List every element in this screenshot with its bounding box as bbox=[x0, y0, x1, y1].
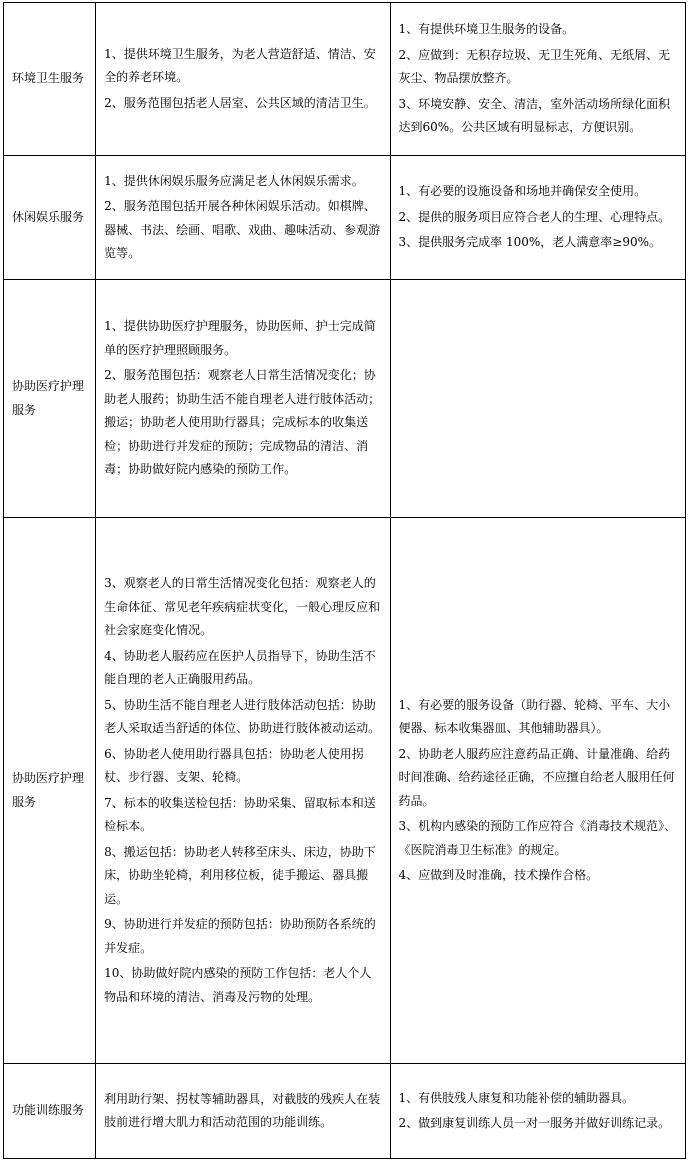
requirement-paragraph: 3、机构内感染的预防工作应符合《消毒技术规范》、《医院消毒卫生标准》的规定。 bbox=[398, 819, 677, 857]
requirement-paragraph: 1、有提供环境卫生服务的设备。 bbox=[398, 22, 575, 37]
table-row-function-training bbox=[4, 1064, 686, 1159]
service-requirement-cell bbox=[390, 280, 685, 518]
service-requirement-cell bbox=[390, 3, 685, 156]
service-requirement-cell bbox=[390, 518, 685, 1064]
content-paragraph: 4、协助老人服药应在医护人员指导下，协助生活不能自理的老人正确服用药品。 bbox=[104, 648, 376, 686]
service-name-cell bbox=[4, 3, 96, 156]
content-paragraph: 2、服务范围包括：观察老人日常生活情况变化；协助老人服药；协助生活不能自理老人进行肢体活动；搬运；协助老人使用助行器具；完成标本的收集送检；协助进行并发症的预防；完成物品的清洁、消毒；协助做好院内感染的预防工作。 bbox=[104, 368, 381, 477]
service-standards-table bbox=[3, 2, 686, 1159]
content-paragraph: 7、标本的收集送检包括：协助采集、留取标本和送检标本。 bbox=[104, 795, 376, 833]
service-name-cell bbox=[4, 280, 96, 518]
requirement-paragraph: 2、提供的服务项目应符合老人的生理、心理特点。 bbox=[398, 209, 671, 224]
content-paragraph: 2、服务范围包括开展各种休闲娱乐活动。如棋牌、器械、书法、绘画、唱歌、戏曲、趣味活动、参观游览等。 bbox=[104, 199, 381, 260]
table-row-leisure bbox=[4, 156, 686, 280]
service-name-cell bbox=[4, 518, 96, 1064]
service-requirement-cell bbox=[390, 156, 685, 280]
content-paragraph: 6、协助老人使用助行器具包括：协助老人使用拐杖、步行器、支架、轮椅。 bbox=[104, 746, 364, 784]
service-name: 功能训练服务 bbox=[12, 1103, 85, 1118]
requirement-paragraph: 3、提供服务完成率 100%，老人满意率≥90%。 bbox=[398, 235, 662, 250]
requirement-paragraph: 1、有供肢残人康复和功能补偿的辅助器具。 bbox=[398, 1090, 635, 1105]
content-paragraph: 10、协助做好院内感染的预防工作包括：老人个人物品和环境的清洁、消毒及污物的处理。 bbox=[104, 966, 372, 1004]
requirement-paragraph: 2、协助老人服药应注意药品正确、计量准确、给药时间准确、给药途径正确，不应擅自给老人服用任何药品。 bbox=[398, 746, 675, 808]
requirement-paragraph: 3、环境安静、安全、清洁，室外活动场所绿化面积达到60%。公共区域有明显标志，方便识别。 bbox=[398, 96, 671, 135]
content-paragraph: 5、协助生活不能自理老人进行肢体活动包括：协助老人采取适当舒适的体位、协助进行肢体被动运动。 bbox=[104, 697, 381, 735]
requirement-paragraph: 2、做到康复训练人员一对一服务并做好训练记录。 bbox=[398, 1116, 671, 1130]
service-name-cell bbox=[4, 1064, 96, 1159]
requirement-paragraph: 1、有必要的设施设备和场地并确保安全使用。 bbox=[398, 184, 647, 199]
service-content-cell bbox=[96, 518, 390, 1064]
content-paragraph: 1、提供环境卫生服务，为老人营造舒适、情洁、安全的养老环境。 bbox=[104, 46, 376, 85]
service-requirement-cell bbox=[390, 1064, 685, 1159]
content-paragraph: 3、观察老人的日常生活情况变化包括：观察老人的生命体征、常见老年疾病症状变化，一般心理反应和社会家庭变化情况。 bbox=[104, 576, 381, 637]
requirement-paragraph: 4、应做到及时准确，技术操作合格。 bbox=[398, 868, 599, 882]
content-paragraph: 9、协助进行并发症的预防包括：协助预防各系统的并发症。 bbox=[104, 917, 376, 955]
requirement-paragraph: 2、应做到：无积存垃圾、无卫生死角、无纸屑、无灰尘、物品摆放整齐。 bbox=[398, 47, 671, 86]
requirement-paragraph: 1、有必要的服务设备（助行器、轮椅、平车、大小便器、标本收集器皿、其他辅助器具）。 bbox=[398, 697, 671, 735]
content-paragraph: 1、提供协助医疗护理服务，协助医师、护士完成简单的医疗护理照顾服务。 bbox=[104, 319, 376, 357]
content-paragraph: 利用助行架、拐杖等辅助器具，对截肢的残疾人在装肢前进行增大肌力和活动范围的功能训练。 bbox=[104, 1091, 381, 1129]
service-content-cell bbox=[96, 3, 390, 156]
table-row-medical-assist-2 bbox=[4, 518, 686, 1064]
service-name: 休闲娱乐服务 bbox=[12, 209, 85, 224]
service-name: 协助医疗护理服务 bbox=[12, 379, 85, 417]
service-content-cell bbox=[96, 1064, 390, 1159]
service-content-cell bbox=[96, 280, 390, 518]
service-name: 环境卫生服务 bbox=[12, 71, 85, 86]
table-row-environment bbox=[4, 3, 686, 156]
table-row-medical-assist-1 bbox=[4, 280, 686, 518]
content-paragraph: 2、服务范围包括老人居室、公共区域的清洁卫生。 bbox=[104, 95, 376, 110]
service-content-cell bbox=[96, 156, 390, 280]
content-paragraph: 1、提供休闲娱乐服务应满足老人休闲娱乐需求。 bbox=[104, 173, 364, 188]
service-name-cell bbox=[4, 156, 96, 280]
service-name: 协助医疗护理服务 bbox=[12, 771, 85, 809]
content-paragraph: 8、搬运包括：协助老人转移至床头、床边，协助下床，协助坐轮椅，利用移位板，徒手搬运、器具搬运。 bbox=[104, 844, 376, 906]
